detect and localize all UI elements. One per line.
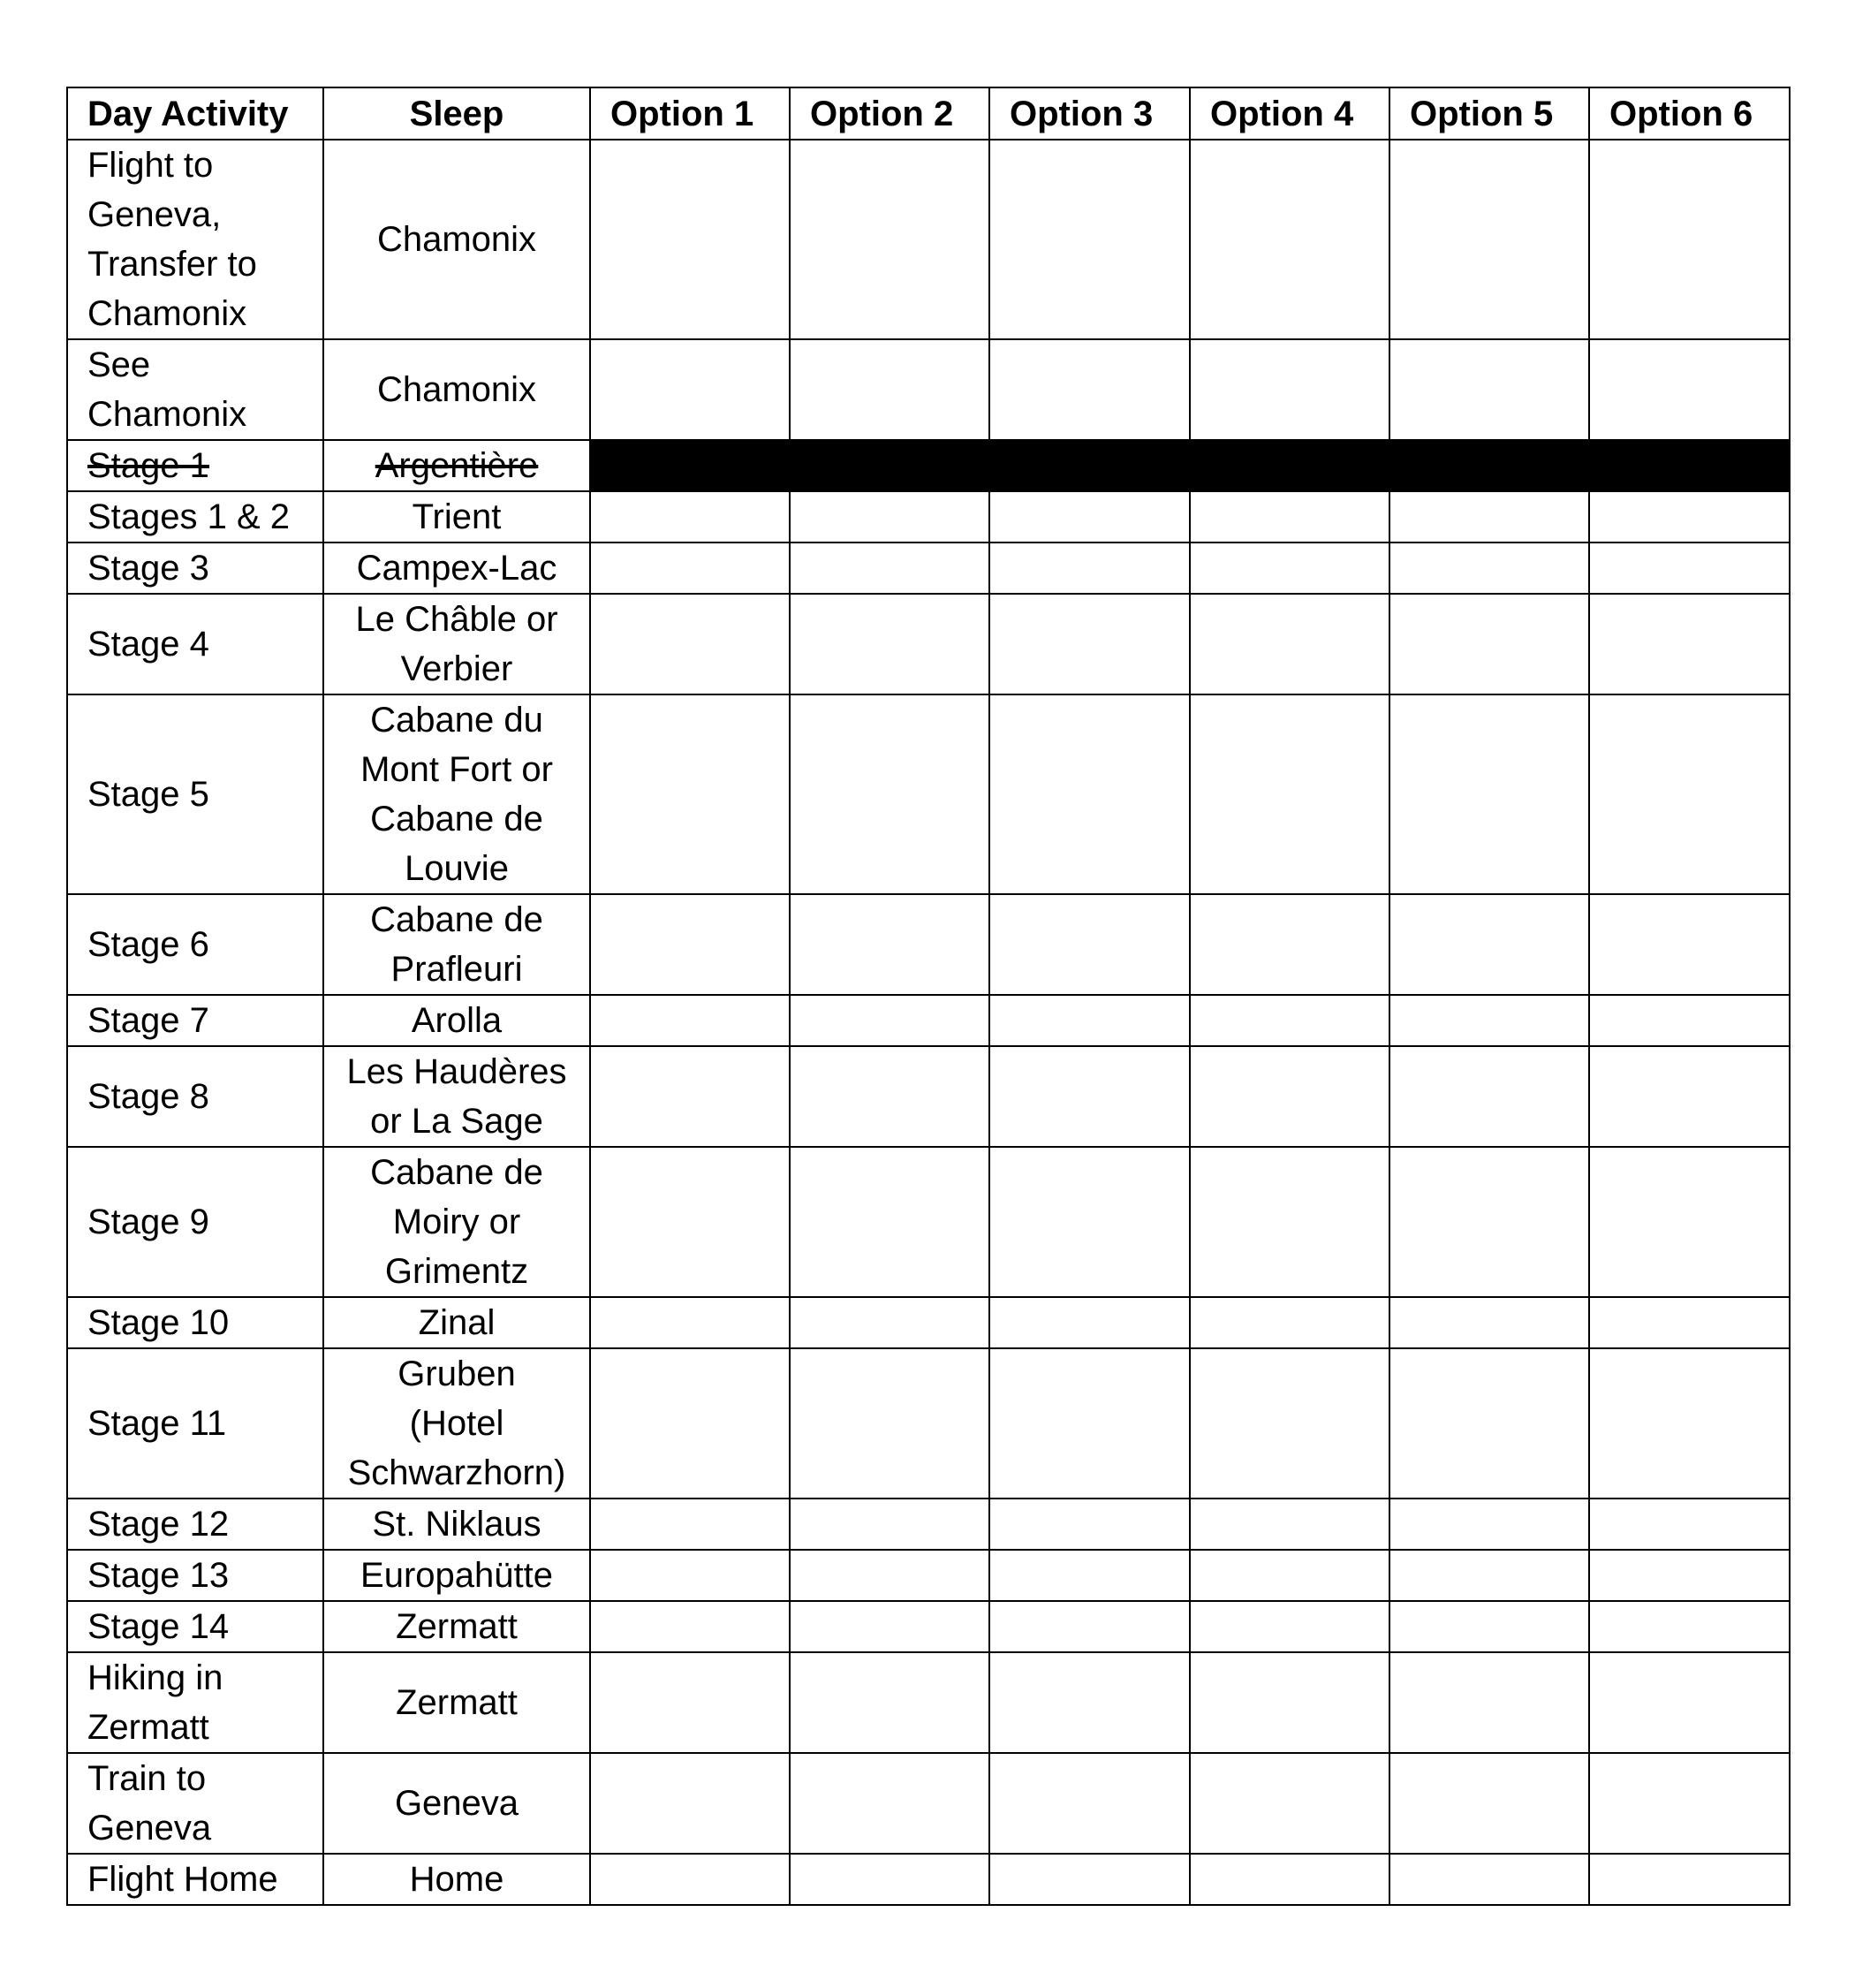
option-6-cell [1589,1854,1790,1905]
option-2-cell [790,440,989,491]
option-6-cell [1589,894,1790,995]
day-activity-cell [67,1652,323,1753]
option-4-cell [1190,1348,1389,1499]
table-row [67,995,1790,1046]
option-6-cell [1589,694,1790,894]
day-activity-text: Stage 6 [87,925,209,964]
day-activity-cell [67,491,323,543]
day-activity-cell [67,995,323,1046]
option-3-cell [989,440,1190,491]
option-3-cell [989,1046,1190,1147]
sleep-text: Chamonix [376,370,537,409]
option-6-cell [1589,594,1790,694]
day-activity-cell [67,1147,323,1297]
sleep-cell [323,995,590,1046]
option-3-cell [989,995,1190,1046]
option-5-cell [1389,1348,1589,1499]
day-activity-text: Train to [87,1759,207,1798]
day-activity-text: Stage 1 [87,446,209,485]
option-4-cell [1190,339,1389,440]
option-3-cell [989,1854,1190,1905]
option-2-cell [790,491,989,543]
day-activity-text: Stage 3 [87,549,209,588]
option-4-cell [1190,1854,1389,1905]
sleep-text: Le Châble or [355,600,558,639]
day-activity-cell [67,1499,323,1550]
option-4-cell [1190,1601,1389,1652]
option-5-cell [1389,1147,1589,1297]
table-row [67,694,1790,894]
day-activity-text: Stage 12 [87,1505,230,1544]
option-3-cell [989,594,1190,694]
option-1-cell [590,1046,790,1147]
day-activity-cell [67,1046,323,1147]
option-1-cell [590,894,790,995]
table-row [67,1147,1790,1297]
sleep-text: Cabane de [370,900,543,939]
sleep-cell [323,1499,590,1550]
option-6-cell [1589,1297,1790,1348]
sleep-cell [323,1601,590,1652]
option-2-cell [790,339,989,440]
option-6-cell [1589,1550,1790,1601]
sleep-text: Cabane de [370,800,543,838]
day-activity-cell [67,594,323,694]
option-5-cell [1389,995,1589,1046]
day-activity-text: Stages 1 & 2 [87,497,291,536]
sleep-text: Gruben [398,1354,516,1393]
table-row [67,1550,1790,1601]
sleep-cell [323,1550,590,1601]
sleep-text: Cabane de [370,1153,543,1192]
day-activity-text: Chamonix [87,294,247,333]
header-option-1: Option 1 [590,87,790,140]
option-1-cell [590,694,790,894]
header-option-2: Option 2 [790,87,989,140]
option-6-cell [1589,1348,1790,1499]
option-1-cell [590,1652,790,1753]
day-activity-text: Zermatt [87,1708,209,1747]
option-5-cell [1389,1297,1589,1348]
table-row [67,1652,1790,1753]
option-4-cell [1190,1753,1389,1854]
option-5-cell [1389,1854,1589,1905]
option-4-cell [1190,594,1389,694]
option-5-cell [1389,1652,1589,1753]
option-2-cell [790,694,989,894]
sleep-cell [323,1753,590,1854]
option-6-cell [1589,1652,1790,1753]
sleep-cell [323,1046,590,1147]
option-2-cell [790,1652,989,1753]
option-1-cell [590,543,790,594]
option-3-cell [989,1601,1190,1652]
sleep-cell [323,440,590,491]
sleep-text: Cabane du [370,701,543,740]
option-2-cell [790,140,989,339]
day-activity-cell [67,1348,323,1499]
option-4-cell [1190,1550,1389,1601]
option-1-cell [590,1550,790,1601]
option-6-cell [1589,491,1790,543]
day-activity-cell [67,440,323,491]
header-option-3: Option 3 [989,87,1190,140]
sleep-text: Arolla [411,1001,503,1040]
day-activity-text: See [87,345,151,384]
option-1-cell [590,1297,790,1348]
option-3-cell [989,339,1190,440]
sleep-text: Campex-Lac [356,549,557,588]
option-1-cell [590,440,790,491]
day-activity-text: Geneva, [87,195,222,234]
day-activity-text: Stage 4 [87,625,209,664]
day-activity-cell [67,339,323,440]
option-2-cell [790,894,989,995]
option-3-cell [989,1499,1190,1550]
sleep-text: Zermatt [396,1607,518,1646]
option-3-cell [989,694,1190,894]
option-5-cell [1389,1046,1589,1147]
header-day-activity: Day Activity [67,87,323,140]
day-activity-cell [67,894,323,995]
day-activity-text: Chamonix [87,395,247,434]
option-5-cell [1389,491,1589,543]
option-5-cell [1389,140,1589,339]
option-4-cell [1190,1499,1389,1550]
table-row [67,543,1790,594]
option-3-cell [989,1348,1190,1499]
option-4-cell [1190,694,1389,894]
option-3-cell [989,1652,1190,1753]
option-5-cell [1389,594,1589,694]
table-row [67,440,1790,491]
sleep-text: Zermatt [396,1683,518,1722]
option-6-cell [1589,440,1790,491]
option-3-cell [989,1550,1190,1601]
header-row [67,87,1790,140]
option-2-cell [790,1601,989,1652]
day-activity-cell [67,694,323,894]
sleep-cell [323,894,590,995]
option-6-cell [1589,995,1790,1046]
sleep-cell [323,491,590,543]
option-1-cell [590,1348,790,1499]
option-3-cell [989,1753,1190,1854]
sleep-text: St. Niklaus [372,1505,541,1544]
header-sleep: Sleep [323,87,590,140]
day-activity-cell [67,1297,323,1348]
table-row [67,1297,1790,1348]
day-activity-text: Geneva [87,1809,212,1848]
option-2-cell [790,1550,989,1601]
sleep-cell [323,1652,590,1753]
sleep-text: Europahütte [360,1556,553,1595]
sleep-text: or La Sage [370,1102,543,1141]
option-1-cell [590,339,790,440]
day-activity-text: Stage 8 [87,1077,209,1116]
sleep-text: Les Haudères [346,1052,567,1091]
sleep-text: Geneva [394,1784,519,1823]
day-activity-text: Stage 11 [87,1404,227,1443]
option-3-cell [989,894,1190,995]
option-2-cell [790,995,989,1046]
option-3-cell [989,1147,1190,1297]
sleep-cell [323,339,590,440]
option-4-cell [1190,995,1389,1046]
option-5-cell [1389,1753,1589,1854]
sleep-cell [323,1854,590,1905]
sleep-cell [323,594,590,694]
option-4-cell [1190,1147,1389,1297]
table-row [67,1046,1790,1147]
table-row [67,1601,1790,1652]
day-activity-cell [67,1601,323,1652]
table-row [67,894,1790,995]
sleep-text: (Hotel [409,1404,504,1443]
sleep-text: Mont Fort or [360,750,553,789]
option-5-cell [1389,1499,1589,1550]
option-1-cell [590,1753,790,1854]
day-activity-text: Stage 14 [87,1607,230,1646]
option-5-cell [1389,1550,1589,1601]
option-6-cell [1589,1046,1790,1147]
day-activity-text: Stage 9 [87,1203,209,1241]
table-row [67,1753,1790,1854]
day-activity-text: Stage 13 [87,1556,230,1595]
sleep-text: Louvie [405,849,509,888]
header-option-4: Option 4 [1190,87,1389,140]
sleep-cell [323,543,590,594]
option-2-cell [790,594,989,694]
day-activity-text: Transfer to [87,245,257,284]
option-6-cell [1589,1499,1790,1550]
day-activity-text: Stage 5 [87,775,209,814]
day-activity-text: Hiking in [87,1658,223,1697]
option-4-cell [1190,543,1389,594]
itinerary-table [66,87,1791,1906]
table-body [67,140,1790,1905]
option-5-cell [1389,339,1589,440]
option-1-cell [590,1601,790,1652]
day-activity-cell [67,140,323,339]
table-row [67,1854,1790,1905]
option-5-cell [1389,694,1589,894]
option-2-cell [790,1147,989,1297]
table-row [67,1499,1790,1550]
day-activity-cell [67,1854,323,1905]
day-activity-text: Stage 10 [87,1303,230,1342]
sleep-text: Moiry or [392,1203,521,1241]
sleep-cell [323,1297,590,1348]
option-2-cell [790,1499,989,1550]
sleep-text: Zinal [418,1303,496,1342]
option-4-cell [1190,1297,1389,1348]
sleep-text: Home [409,1860,504,1899]
option-3-cell [989,1297,1190,1348]
option-5-cell [1389,440,1589,491]
option-3-cell [989,491,1190,543]
option-2-cell [790,543,989,594]
option-1-cell [590,1147,790,1297]
table-row [67,1348,1790,1499]
day-activity-cell [67,543,323,594]
table-row [67,140,1790,339]
option-6-cell [1589,1601,1790,1652]
sleep-text: Trient [412,497,502,536]
option-1-cell [590,995,790,1046]
sleep-text: Argentière [375,446,539,485]
option-1-cell [590,491,790,543]
sleep-cell [323,1147,590,1297]
option-3-cell [989,543,1190,594]
option-1-cell [590,1854,790,1905]
option-6-cell [1589,339,1790,440]
sleep-cell [323,140,590,339]
table-row [67,594,1790,694]
sleep-cell [323,1348,590,1499]
option-1-cell [590,140,790,339]
option-1-cell [590,1499,790,1550]
day-activity-cell [67,1550,323,1601]
sleep-text: Chamonix [376,220,537,259]
option-2-cell [790,1753,989,1854]
day-activity-text: Stage 7 [87,1001,209,1040]
option-2-cell [790,1854,989,1905]
day-activity-text: Flight Home [87,1860,278,1899]
option-4-cell [1190,894,1389,995]
table-row [67,339,1790,440]
option-6-cell [1589,1147,1790,1297]
option-3-cell [989,140,1190,339]
option-4-cell [1190,1652,1389,1753]
option-4-cell [1190,1046,1389,1147]
table-row [67,491,1790,543]
option-2-cell [790,1297,989,1348]
sleep-text: Verbier [400,649,513,688]
sleep-text: Prafleuri [390,950,523,989]
sleep-cell [323,694,590,894]
header-option-5: Option 5 [1389,87,1589,140]
option-5-cell [1389,894,1589,995]
option-4-cell [1190,440,1389,491]
option-2-cell [790,1046,989,1147]
sleep-text: Grimentz [384,1252,529,1291]
option-4-cell [1190,491,1389,543]
option-2-cell [790,1348,989,1499]
option-6-cell [1589,1753,1790,1854]
option-4-cell [1190,140,1389,339]
day-activity-cell [67,1753,323,1854]
option-5-cell [1389,1601,1589,1652]
option-1-cell [590,594,790,694]
day-activity-text: Flight to [87,146,214,185]
option-6-cell [1589,543,1790,594]
header-option-6: Option 6 [1589,87,1790,140]
sleep-text: Schwarzhorn) [347,1453,566,1492]
option-6-cell [1589,140,1790,339]
option-5-cell [1389,543,1589,594]
